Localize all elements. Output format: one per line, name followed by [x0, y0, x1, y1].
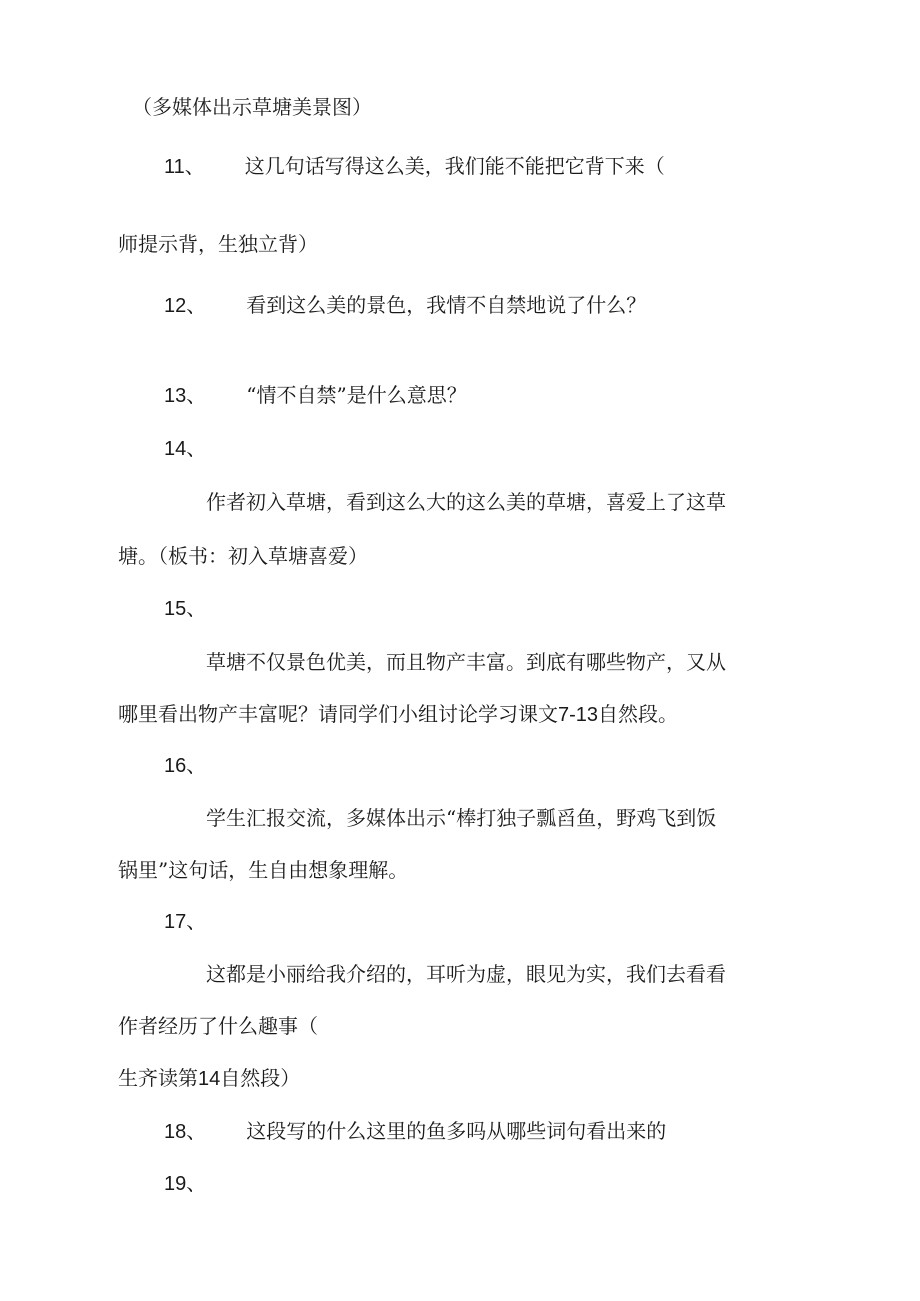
paragraph-number: 14	[198, 1068, 221, 1090]
paragraph-range: 7-13	[558, 704, 599, 726]
text-segment: 哪里看出物产丰富呢？请同学们小组讨论学习课文	[118, 702, 558, 726]
paragraph-line	[118, 1065, 300, 1092]
item-text: “情不自禁”是什么意思？	[246, 383, 467, 407]
text-segment: 生齐读第	[118, 1066, 198, 1090]
item-text: 看到这么美的景色，我情不自禁地说了什么？	[246, 293, 647, 317]
item-text: 这段写的什么这里的鱼多吗从哪些词句看出来的	[246, 1119, 667, 1143]
text-segment: 自然段）	[220, 1066, 301, 1090]
item-number: 18、	[164, 1121, 207, 1143]
paragraph-line: 锅里”这句话，生自由想象理解。	[118, 858, 409, 882]
paragraph-line: 师提示背，生独立背）	[118, 232, 318, 256]
item-text: 这几句话写得这么美，我们能不能把它背下来（	[244, 154, 665, 178]
item-16-number: 16、	[164, 755, 207, 777]
caption-multimedia: （多媒体出示草塘美景图）	[132, 95, 372, 119]
item-15-number: 15、	[164, 598, 207, 620]
item-13	[164, 382, 467, 409]
paragraph-line: 这都是小丽给我介绍的，耳听为虚，眼见为实，我们去看看	[206, 962, 726, 986]
item-number: 11、	[164, 156, 205, 178]
paragraph-line: 作者初入草塘，看到这么大的这么美的草塘，喜爱上了这草	[206, 490, 726, 514]
item-18	[164, 1118, 666, 1145]
paragraph-line: 草塘不仅景色优美，而且物产丰富。到底有哪些物产，又从	[206, 650, 726, 674]
paragraph-line: 作者经历了什么趣事（	[118, 1014, 318, 1038]
item-number: 13、	[164, 385, 207, 407]
paragraph-line	[118, 701, 678, 728]
item-11	[164, 153, 665, 180]
item-19-number: 19、	[164, 1173, 207, 1195]
paragraph-line: 塘。（板书：初入草塘喜爱）	[118, 544, 368, 568]
paragraph-line: 学生汇报交流，多媒体出示“棒打独子瓢舀鱼，野鸡飞到饭	[206, 806, 717, 830]
item-number: 12、	[164, 295, 207, 317]
item-14-number: 14、	[164, 438, 207, 460]
item-12	[164, 292, 646, 319]
text-segment: 自然段。	[598, 702, 679, 726]
item-17-number: 17、	[164, 911, 207, 933]
